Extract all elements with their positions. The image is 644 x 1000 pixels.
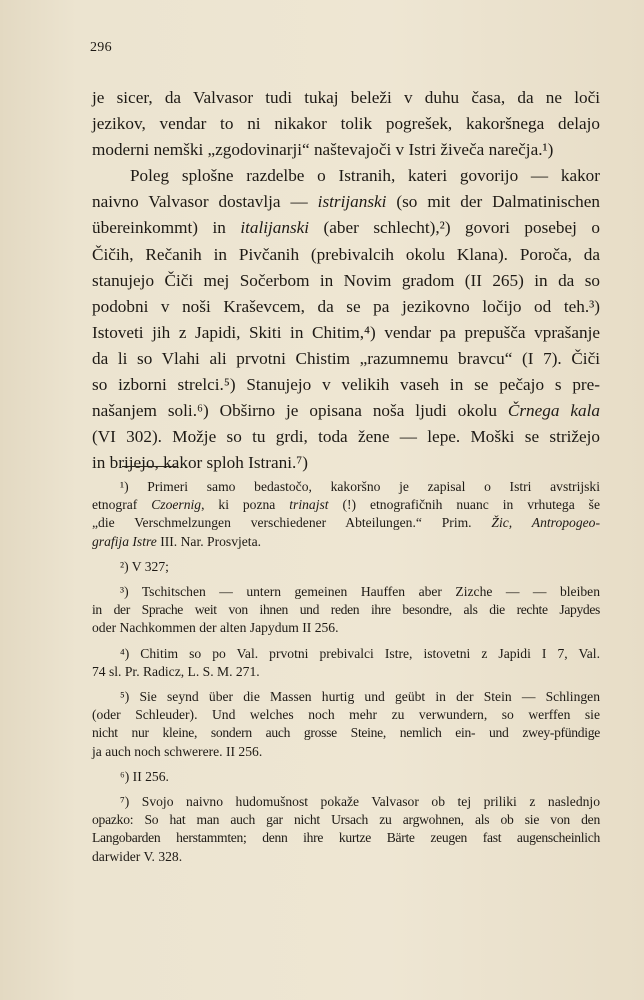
footnote-3 bbox=[92, 583, 600, 638]
footnotes bbox=[92, 478, 600, 873]
footnote-line: nicht nur kleine, sondern auch grosse Steine, nemlich ein- und zwey-pfündige bbox=[92, 725, 600, 741]
footnote-4 bbox=[92, 645, 600, 681]
text-line: podobni v noši Kraševcem, da se pa jezikovno ločijo od teh.³) bbox=[92, 296, 600, 316]
footnote-line: ²) V 327; bbox=[120, 558, 169, 574]
text-run: etnograf bbox=[92, 497, 152, 513]
paragraph-1 bbox=[92, 85, 600, 163]
footnote-7 bbox=[92, 793, 600, 866]
text-run: III. Nar. Prosvjeta. bbox=[156, 533, 262, 549]
footnote-1 bbox=[92, 478, 600, 551]
main-text bbox=[92, 85, 600, 476]
paragraph-2 bbox=[92, 163, 600, 476]
text-line: Istoveti jih z Japidi, Skiti in Chitim,⁴) vendar pa prepušča vprašanje bbox=[92, 322, 600, 342]
text-run: , ki pozna bbox=[201, 497, 290, 513]
footnote-line: opazko: So hat man auch gar nicht Ursach zu argwohnen, als ob sie von den bbox=[92, 812, 600, 828]
text-run: (aber schlecht),²) govori posebej o bbox=[309, 218, 600, 238]
footnote-line: ⁵) Sie seynd über die Massen hurtig und geübt in der Stein — Schlingen bbox=[120, 689, 600, 705]
text-run: naivno Valvasor dostavlja — bbox=[92, 192, 318, 212]
footnote-line bbox=[92, 514, 600, 532]
footnote-line: ¹) Primeri samo bedastočo, kakoršno je zapisal o Istri avstrijski bbox=[120, 479, 600, 494]
text-line: moderni nemški „zgodovinarji“ naštevajoči v Istri živeča narečja.¹) bbox=[92, 140, 554, 160]
footnote-5 bbox=[92, 688, 600, 761]
footnote-line: 74 sl. Pr. Radicz, L. S. M. 271. bbox=[92, 663, 260, 679]
text-line: jezikov, vendar to ni nikakor tolik pogrešek, kakoršnega delajo bbox=[92, 114, 600, 134]
text-line: Poleg splošne razdelbe o Istranih, kateri govorijo — kakor bbox=[130, 166, 600, 186]
italic-term: italijanski bbox=[240, 218, 310, 238]
text-line bbox=[92, 189, 600, 215]
text-line: so izborni strelci.⁵) Stanujejo v velikih vaseh in se pečajo s pre- bbox=[92, 375, 600, 395]
text-line: (VI 302). Možje so tu grdi, toda žene — lepe. Moški se strižejo bbox=[92, 427, 600, 447]
italic-term: istrijanski bbox=[317, 192, 387, 212]
italic-title: Žic, Antropogeo- bbox=[491, 515, 600, 531]
footnote-divider bbox=[122, 466, 178, 467]
footnote-6 bbox=[92, 768, 600, 786]
italic-term: Črnega kala bbox=[507, 401, 600, 421]
text-line bbox=[92, 398, 600, 424]
footnote-line: Langobarden herstammten; denn ihre kurtze Bärte zeugen fast augenscheinlich bbox=[92, 830, 600, 846]
page-number: 296 bbox=[90, 40, 112, 55]
footnote-line: ja auch noch schwerere. II 256. bbox=[92, 743, 263, 759]
footnote-line: in der Sprache weit von ihnen und reden ihre besondre, als die rechte Japydes bbox=[92, 602, 600, 618]
text-line: Čičih, Rečanih in Pivčanih (prebivalcih okolu Klana). Poroča, da bbox=[92, 244, 600, 264]
footnote-line: darwider V. 328. bbox=[92, 848, 183, 864]
footnote-line: ⁴) Chitim so po Val. prvotni prebivalci Istre, istovetni z Japidi I 7, Val. bbox=[120, 645, 600, 661]
text-run: übereinkommt) in bbox=[92, 218, 241, 238]
text-line: stanujejo Čiči mej Sočerbom in Novim gradom (II 265) in da so bbox=[92, 270, 600, 290]
footnote-line bbox=[92, 533, 600, 551]
text-line: da li so Vlahi ali prvotni Chistim „razumnemu bravcu“ (I 7). Čiči bbox=[92, 348, 600, 368]
footnote-2 bbox=[92, 558, 600, 576]
text-line bbox=[92, 215, 600, 241]
footnote-line bbox=[92, 496, 600, 514]
text-line: je sicer, da Valvasor tudi tukaj beleži v duhu časa, da ne loči bbox=[92, 88, 600, 107]
text-run: (so mit der Dalmatinischen bbox=[386, 192, 600, 212]
italic-title: grafija Istre bbox=[92, 533, 157, 549]
footnote-line: oder Nachkommen der alten Japydum II 256. bbox=[92, 620, 339, 636]
footnote-line: ³) Tschitschen — untern gemeinen Hauffen aber Zizche — — bleiben bbox=[120, 584, 600, 600]
italic-term: trinajst bbox=[289, 497, 329, 513]
footnote-line: ⁷) Svojo naivno hudomušnost pokaže Valvasor ob tej priliki z naslednjo bbox=[120, 794, 600, 810]
footnote-line: (oder Schleuder). Und welches noch mehr zu verwundern, so werffen sie bbox=[92, 707, 600, 723]
text-run: (!) etnografičnih nuanc in vrhutega še bbox=[328, 497, 601, 513]
text-run: „die Verschmelzungen verschiedener Abteilungen.“ Prim. bbox=[92, 515, 492, 531]
text-run: našanjem soli.⁶) Obširno je opisana noša ljudi okolu bbox=[92, 401, 508, 421]
text-line: in brijejo, kakor sploh Istrani.⁷) bbox=[92, 453, 309, 473]
footnote-line: ⁶) II 256. bbox=[120, 768, 169, 784]
italic-name: Czoernig bbox=[151, 497, 202, 513]
